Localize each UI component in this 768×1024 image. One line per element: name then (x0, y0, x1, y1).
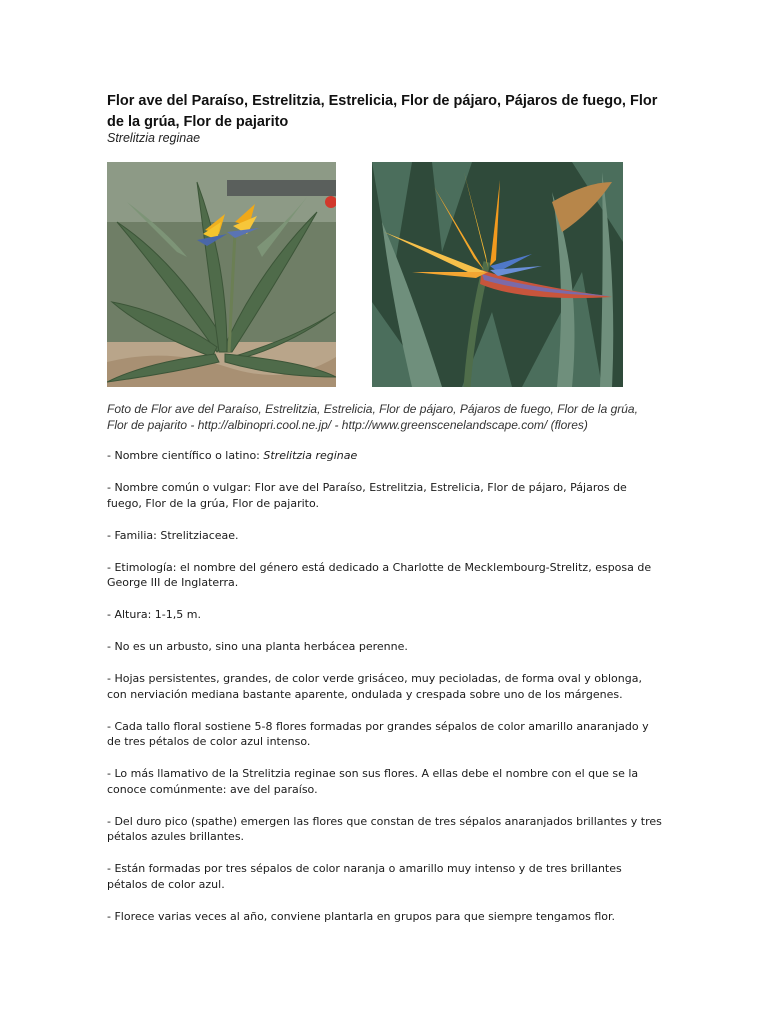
fact-etymology: - Etimología: el nombre del género está dedicado a Charlotte de Mecklembourg-Strelitz, esposa de George III de Inglaterra. (107, 560, 652, 589)
fact-scientific-name-value: Strelitzia reginae (263, 449, 358, 462)
photo-plant-garden (107, 162, 336, 387)
fact-scientific-name-label: - Nombre científico o latino: (107, 449, 264, 462)
fact-habit: - No es un arbusto, sino una planta herbácea perenne. (107, 640, 408, 653)
photo-flower-closeup (372, 162, 623, 387)
fact-height: - Altura: 1-1,5 m. (107, 608, 201, 621)
fact-scientific-name (107, 448, 663, 464)
page-title: Flor ave del Paraíso, Estrelitzia, Estrelicia, Flor de pájaro, Pájaros de fuego, Flor de la grúa, Flor de pajarito (107, 93, 658, 130)
fact-spathe: - Del duro pico (spathe) emergen las flores que constan de tres sépalos anaranjados brillantes y tres pétalos azules brillantes. (107, 814, 662, 843)
page-subtitle: Strelitzia reginae (107, 131, 201, 145)
fact-stem: - Cada tallo floral sostiene 5-8 flores formadas por grandes sépalos de color amarillo anaranjado y de tres pétalos de color azul intenso. (107, 719, 649, 748)
facts-list (107, 448, 663, 941)
fact-sepals: - Están formadas por tres sépalos de color naranja o amarillo muy intenso y de tres brillantes pétalos de color azul. (107, 862, 622, 891)
fact-family: - Familia: Strelitziaceae. (107, 528, 239, 542)
fact-flowers-name: - Lo más llamativo de la Strelitzia reginae son sus flores. A ellas debe el nombre con el que se la conoce comúnmente: ave del paraíso. (107, 767, 639, 796)
fact-blooming: - Florece varias veces al año, conviene plantarla en grupos para que siempre tengamos flor. (107, 909, 615, 923)
fact-common-name: - Nombre común o vulgar: Flor ave del Paraíso, Estrelitzia, Estrelicia, Flor de pájaro, Pájaros de fuego, Flor de la grúa, Flor de pajarito. (107, 481, 627, 510)
fact-leaves: - Hojas persistentes, grandes, de color verde grisáceo, muy pecioladas, de forma oval y oblonga, con nerviación mediana bastante aparente, ondulada y crespada sobre uno de los márgenes. (107, 672, 642, 701)
photo-caption: Foto de Flor ave del Paraíso, Estrelitzia, Estrelicia, Flor de pájaro, Pájaros de fuego, Flor de la grúa, Flor de pajarito - http://albinopri.cool.ne.jp/ - http://www.greenscenelandscape.com/ (flores) (107, 402, 638, 432)
